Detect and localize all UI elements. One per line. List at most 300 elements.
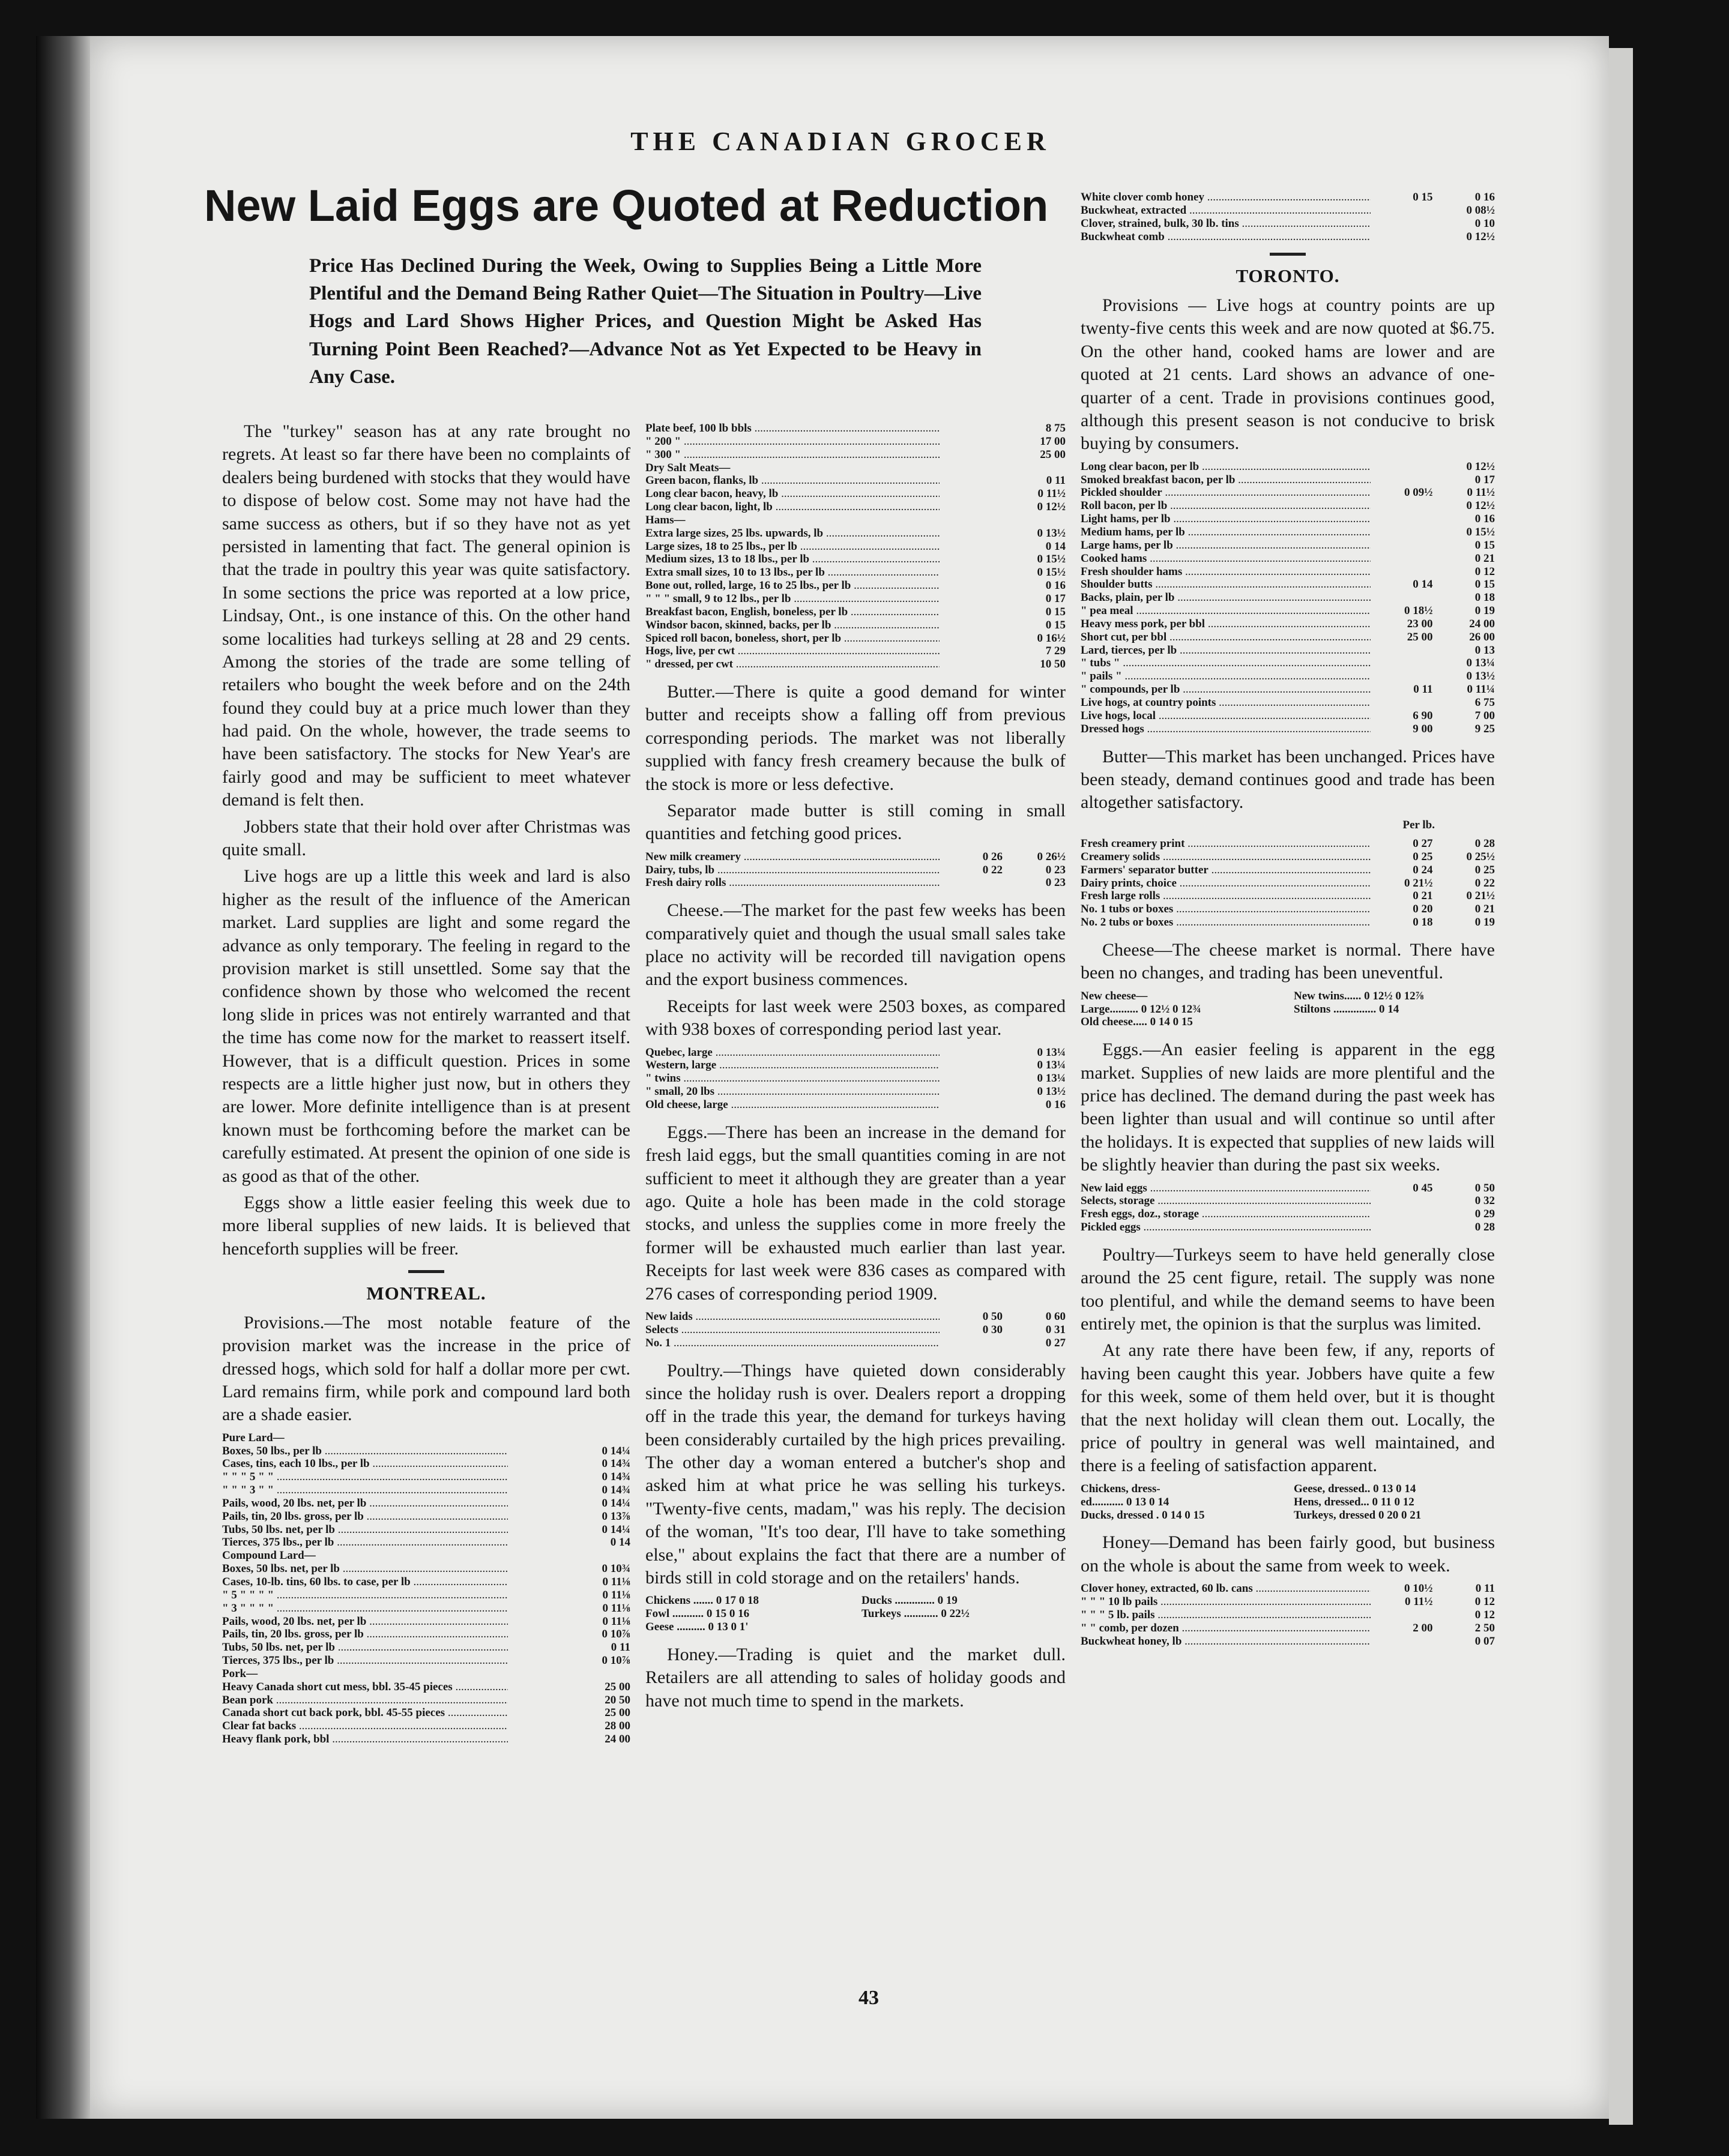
item-price: 7 29	[1045, 645, 1066, 658]
grid-cell: ed........... 0 13 0 14	[1081, 1495, 1169, 1508]
item-price	[508, 1471, 569, 1484]
item-price: 0 12½	[1466, 460, 1495, 473]
item-label: Large sizes, 18 to 25 lbs., per lb .....	[645, 540, 940, 553]
item-price: 0 31	[1045, 1323, 1066, 1336]
table-row	[1081, 709, 1495, 723]
item-price: 0 10½	[1404, 1582, 1433, 1595]
table-row	[1081, 851, 1495, 864]
item-price: 2 00	[1413, 1621, 1433, 1634]
item-price: 0 10	[1474, 217, 1495, 230]
item-label: Pork—	[222, 1667, 258, 1680]
table-row	[645, 876, 1066, 890]
item-label: Tierces, 375 lbs., per lb .....	[222, 1536, 508, 1549]
item-price	[508, 1576, 569, 1589]
item-price: 0 15	[1474, 538, 1495, 552]
item-price	[940, 1059, 1003, 1072]
item-price: 0 12	[1474, 565, 1495, 578]
item-label: Extra large sizes, 25 lbs. upwards, lb .....	[645, 527, 940, 540]
paragraph: Receipts for last week were 2503 boxes, as compared with 938 boxes of corresponding period last year.	[645, 996, 1066, 1040]
table-row	[645, 448, 1066, 462]
paragraph: Honey—Demand has been fairly good, but business on the whole is about the same from week to week.	[1081, 1532, 1495, 1576]
item-price: 0 14¼	[602, 1523, 630, 1536]
item-price: 0 16	[1045, 1098, 1066, 1112]
item-price	[1371, 1208, 1433, 1221]
item-label: Buckwheat comb .....	[1081, 230, 1371, 244]
grid-cell: Old cheese..... 0 14 0 15	[1081, 1016, 1193, 1029]
item-price: 2 50	[1474, 1621, 1495, 1634]
item-price: 6 75	[1474, 696, 1495, 709]
item-price: 0 22	[1474, 876, 1495, 890]
table-row	[645, 1059, 1066, 1072]
table-row	[645, 1337, 1066, 1350]
item-price: 0 14	[610, 1536, 630, 1549]
item-label: Short cut, per bbl .....	[1081, 631, 1371, 644]
item-label: Compound Lard—	[222, 1549, 316, 1562]
item-price: 0 11⅛	[602, 1588, 630, 1601]
item-price	[508, 1589, 569, 1602]
item-label: New laid eggs .....	[1081, 1182, 1371, 1195]
section-heading-toronto: TORONTO.	[1236, 265, 1340, 287]
table-row	[645, 632, 1066, 645]
item-price: 0 26	[982, 850, 1003, 863]
price-table	[1081, 1582, 1495, 1648]
table-row	[1081, 499, 1495, 513]
item-label: Pails, tin, 20 lbs. gross, per lb .....	[222, 1628, 508, 1641]
table-row	[1081, 1208, 1495, 1221]
grid-cell: New cheese—	[1081, 989, 1148, 1002]
grid-cell: Hens, dressed... 0 11 0 12	[1294, 1495, 1414, 1508]
table-row	[1081, 683, 1495, 696]
table-row	[1081, 631, 1495, 644]
item-label: " 300 " .....	[645, 448, 940, 462]
item-price: 9 00	[1413, 722, 1433, 735]
table-row	[645, 462, 1066, 475]
table-row	[1081, 644, 1495, 657]
table-row	[1081, 539, 1495, 552]
item-price	[1371, 552, 1433, 565]
table-row	[1081, 1635, 1495, 1648]
item-label: Boxes, 50 lbs., per lb .....	[222, 1445, 508, 1458]
item-price: 0 60	[1045, 1310, 1066, 1323]
item-price: 0 10⅞	[602, 1628, 630, 1641]
item-label: Long clear bacon, light, lb .....	[645, 501, 940, 514]
item-price: 0 10⅞	[602, 1654, 630, 1667]
item-label: New laids .....	[645, 1310, 940, 1323]
item-label: Pails, wood, 20 lbs. net, per lb .....	[222, 1497, 508, 1510]
item-price	[508, 1562, 569, 1576]
item-price: 0 29	[1474, 1208, 1495, 1221]
item-price: 0 13½	[1037, 1085, 1066, 1098]
item-price: 0 18	[1413, 916, 1433, 929]
item-label: Heavy flank pork, bbl .....	[222, 1733, 508, 1746]
table-row	[645, 474, 1066, 487]
grid-cell: Fowl ........... 0 15 0 16	[645, 1607, 750, 1621]
item-price: 28 00	[605, 1720, 630, 1733]
table-row	[222, 1576, 630, 1589]
item-label: Spiced roll bacon, boneless, short, per lb .....	[645, 632, 940, 645]
item-price: 0 11⅛	[602, 1601, 630, 1615]
item-price: 0 27	[1413, 837, 1433, 850]
table-row	[1081, 460, 1495, 474]
grid-cell: New twins...... 0 12½ 0 12⅞	[1294, 989, 1424, 1002]
item-label: No. 1 tubs or boxes .....	[1081, 903, 1371, 916]
price-table	[1081, 1182, 1495, 1234]
table-row	[645, 501, 1066, 514]
grid-cell: Large.......... 0 12½ 0 12¾	[1081, 1002, 1201, 1016]
table-row	[645, 592, 1066, 606]
grid-cell: Geese .......... 0 13 0 1'	[645, 1621, 749, 1634]
item-price: 0 17	[1474, 473, 1495, 486]
item-price	[508, 1484, 569, 1497]
item-price: 0 11⅛	[602, 1575, 630, 1588]
item-label: " pails " .....	[1081, 670, 1371, 683]
item-price: 8 75	[1045, 422, 1066, 435]
table-row	[1081, 903, 1495, 916]
item-price	[940, 566, 1003, 579]
table-row	[1081, 526, 1495, 539]
grid-cell: Geese, dressed.. 0 13 0 14	[1294, 1482, 1416, 1495]
table-row	[222, 1654, 630, 1667]
item-price: 0 11	[1413, 683, 1433, 696]
item-label: Bone out, rolled, large, 16 to 25 lbs., per lb .....	[645, 579, 940, 592]
item-price	[940, 1098, 1003, 1112]
item-price	[569, 1667, 630, 1681]
item-price	[1371, 670, 1433, 683]
column-1	[222, 420, 630, 1756]
item-price	[508, 1628, 569, 1641]
item-label: " twins .....	[645, 1072, 940, 1085]
item-price: 0 14	[1045, 540, 1066, 553]
column-2	[645, 417, 1066, 1716]
table-row	[645, 619, 1066, 632]
item-price: 0 13¼	[1037, 1072, 1066, 1085]
item-price: 0 21½	[1404, 876, 1433, 890]
item-price: 0 15	[1045, 605, 1066, 618]
item-price	[569, 1549, 630, 1562]
item-label: Long clear bacon, heavy, lb .....	[645, 487, 940, 501]
per-lb-label: Per lb.	[1402, 818, 1435, 831]
paragraph: Separator made butter is still coming in small quantities and fetching good prices.	[645, 800, 1066, 844]
item-price	[940, 448, 1003, 462]
item-label: " " " 3 " " .....	[222, 1484, 508, 1497]
table-row	[1081, 1221, 1495, 1234]
paragraph: Eggs show a little easier feeling this week due to more liberal supplies of new laids. It is believed that henceforth supplies will be freer.	[222, 1192, 630, 1259]
item-price: 0 11¼	[1467, 683, 1495, 696]
table-row	[645, 540, 1066, 553]
item-price	[940, 514, 1003, 527]
item-label: Heavy Canada short cut mess, bbl. 35-45 pieces .....	[222, 1681, 508, 1694]
item-price	[508, 1497, 569, 1510]
item-price: 0 16½	[1037, 631, 1066, 645]
item-price: 0 16	[1474, 513, 1495, 526]
item-label: Fresh shoulder hams .....	[1081, 565, 1371, 579]
item-price: 0 28	[1474, 837, 1495, 850]
item-price: 0 50	[982, 1310, 1003, 1323]
item-price: 0 21	[1413, 890, 1433, 903]
item-label: " small, 20 lbs .....	[645, 1085, 940, 1098]
paragraph: Jobbers state that their hold over after Christmas was quite small.	[222, 816, 630, 860]
item-price: 0 13¼	[1466, 657, 1495, 670]
item-price	[508, 1602, 569, 1615]
item-label: Quebec, large .....	[645, 1046, 940, 1059]
table-row	[645, 579, 1066, 592]
item-price: 0 16	[1474, 191, 1495, 203]
item-label: Tubs, 50 lbs. net, per lb .....	[222, 1523, 508, 1537]
price-table	[1081, 837, 1495, 929]
table-row	[1081, 670, 1495, 683]
price-grid	[645, 1594, 1066, 1634]
item-price: 25 00	[605, 1680, 630, 1693]
table-row	[1081, 1622, 1495, 1635]
item-price: 0 15½	[1466, 526, 1495, 538]
item-label: Dressed hogs .....	[1081, 723, 1371, 736]
item-price	[940, 619, 1003, 632]
table-row	[222, 1615, 630, 1628]
table-row	[222, 1733, 630, 1746]
item-price: 0 11	[611, 1641, 630, 1654]
item-label: Fresh creamery print .....	[1081, 837, 1371, 851]
table-row	[645, 1098, 1066, 1112]
item-price: 0 22	[982, 863, 1003, 876]
table-row	[645, 487, 1066, 501]
table-row	[1081, 578, 1495, 591]
table-row	[222, 1720, 630, 1733]
table-row	[645, 658, 1066, 671]
item-price	[1371, 1635, 1433, 1648]
table-row	[222, 1523, 630, 1537]
paragraph: Cheese—The cheese market is normal. There have been no changes, and trading has been uneventful.	[1081, 939, 1495, 983]
table-row	[222, 1681, 630, 1694]
table-row	[645, 527, 1066, 540]
table-row	[1081, 696, 1495, 709]
grid-cell: Chickens, dress-	[1081, 1482, 1160, 1495]
grid-cell: Turkeys, dressed 0 20 0 21	[1294, 1508, 1422, 1522]
table-row	[1081, 513, 1495, 526]
item-price: 0 14¾	[602, 1484, 630, 1497]
item-price: 7 00	[1474, 709, 1495, 722]
item-label: Heavy mess pork, per bbl .....	[1081, 618, 1371, 631]
table-row	[222, 1484, 630, 1497]
item-label: Creamery solids .....	[1081, 851, 1371, 864]
item-price	[508, 1432, 569, 1445]
item-label: " " " 5 lb. pails .....	[1081, 1609, 1371, 1622]
item-label: Boxes, 50 lbs. net, per lb .....	[222, 1562, 508, 1576]
item-price	[940, 501, 1003, 514]
item-price	[569, 1432, 630, 1445]
table-row	[222, 1694, 630, 1707]
paragraph: Butter.—There is quite a good demand for winter butter and receipts show a falling off from previous corresponding periods. The market was not liberally supplied with fancy fresh creamery because the bulk of the stock is more or less defective.	[645, 682, 1066, 794]
item-price	[1371, 460, 1433, 474]
item-price: 10 50	[1040, 658, 1066, 671]
item-price	[508, 1457, 569, 1471]
item-price	[940, 474, 1003, 487]
page-edge	[1609, 48, 1633, 2125]
price-table	[645, 851, 1066, 890]
item-label: Live hogs, local .....	[1081, 709, 1371, 723]
paragraph: Poultry—Turkeys seem to have held generally close around the 25 cent figure, retail. The supply was none too plentiful, and while the demand seems to have been entirely met, the opinion is that the surplus was limited.	[1081, 1244, 1495, 1334]
item-price: 0 13¼	[1037, 1059, 1066, 1072]
item-price	[508, 1641, 569, 1654]
table-row	[222, 1667, 630, 1681]
item-label: Windsor bacon, skinned, backs, per lb .....	[645, 619, 940, 632]
item-price: 0 32	[1474, 1194, 1495, 1208]
item-price	[508, 1720, 569, 1733]
item-price: 0 16	[1045, 579, 1066, 592]
item-price: 0 27	[1045, 1336, 1066, 1349]
item-price	[508, 1694, 569, 1707]
table-row	[1081, 565, 1495, 579]
table-row	[645, 645, 1066, 658]
table-row	[1081, 877, 1495, 890]
table-row	[1081, 1595, 1495, 1609]
paragraph: The "turkey" season has at any rate brought no regrets. At least so far there have been no complaints of dealers being burdened with stocks that they would have to dispose of below cost. Some may not have had the same success as others, but if so they have not as yet persisted in lamenting that fact. The general opinion is that the trade in poultry this year was quite satisfactory. In some sections the price was reported at a low price, Lindsay, Ont., is one instance of this. On the other hand some localities had turkeys selling at 28 and 29 cents. Among the stories of the trade are some telling of retailers who bought the week before and on the 24th found they could buy at a price much lower than they had paid. On the whole, however, the trade seems to have been satisfactory. The stocks for New Year's are fairly good and may be sufficient to meet whatever demand is felt then.	[222, 421, 630, 810]
item-price: 0 14	[1413, 578, 1433, 591]
item-price: 0 23	[1045, 876, 1066, 890]
item-price	[940, 462, 1003, 475]
paragraph: Butter—This market has been unchanged. Prices have been steady, demand continues good and trade has been altogether satisfactory.	[1081, 746, 1495, 813]
item-price	[940, 606, 1003, 619]
item-price: 0 13⅞	[602, 1510, 630, 1523]
item-price: 0 50	[1474, 1181, 1495, 1194]
table-row	[222, 1445, 630, 1458]
item-price: 0 14¾	[602, 1457, 630, 1471]
item-price: 17 00	[1040, 435, 1066, 448]
item-price: 0 13½	[1037, 526, 1066, 540]
table-row	[1081, 486, 1495, 499]
item-label: Tierces, 375 lbs., per lb .....	[222, 1654, 508, 1667]
table-row	[1081, 723, 1495, 736]
item-label: No. 1 .....	[645, 1337, 940, 1350]
item-label: Selects .....	[645, 1323, 940, 1337]
item-price	[1371, 539, 1433, 552]
table-row	[1081, 474, 1495, 487]
item-price	[1371, 499, 1433, 513]
item-label: Pickled eggs .....	[1081, 1221, 1371, 1234]
item-price: 25 00	[605, 1706, 630, 1720]
table-row	[1081, 1609, 1495, 1622]
table-row	[222, 1589, 630, 1602]
item-price: 0 19	[1474, 604, 1495, 618]
table-row	[645, 422, 1066, 435]
item-price: 0 15	[1474, 578, 1495, 591]
table-row	[1081, 657, 1495, 670]
table-row	[1081, 1182, 1495, 1195]
item-label: " " " small, 9 to 12 lbs., per lb .....	[645, 592, 940, 606]
item-price	[1371, 217, 1433, 230]
item-price: 0 08½	[1466, 203, 1495, 217]
item-price	[1371, 526, 1433, 539]
item-label: Roll bacon, per lb .....	[1081, 499, 1371, 513]
item-label: Dairy, tubs, lb .....	[645, 864, 940, 877]
item-price: 0 25	[1474, 863, 1495, 876]
paragraph: At any rate there have been few, if any, reports of having been caught this year. Jobbers have quite a few for this week, some of them held over, but it is thought that the next holiday will clean them out. Locally, the price of poultry in general was well maintained, and there is a feeling of satisfaction apparent.	[1081, 1340, 1495, 1476]
item-price	[1003, 462, 1066, 475]
table-row	[1081, 591, 1495, 604]
item-label: Clover, strained, bulk, 30 lb. tins .....	[1081, 217, 1371, 230]
item-label: Hams—	[645, 513, 686, 526]
item-price	[1371, 474, 1433, 487]
item-label: " compounds, per lb .....	[1081, 683, 1371, 696]
item-price	[1371, 657, 1433, 670]
item-price	[1371, 1194, 1433, 1208]
item-price: 0 14¼	[602, 1496, 630, 1510]
price-table	[645, 1046, 1066, 1112]
table-row	[222, 1641, 630, 1654]
table-row	[222, 1471, 630, 1484]
item-price	[940, 487, 1003, 501]
item-price	[508, 1667, 569, 1681]
item-price: 0 18	[1474, 591, 1495, 604]
item-label: Medium sizes, 13 to 18 lbs., per lb .....	[645, 553, 940, 566]
paragraph: Provisions — Live hogs at country points are up twenty-five cents this week and are now quoted at $6.75. On the other hand, cooked hams are lower and are quoted at 21 cents. Lard shows an advance of one-quarter of a cent. Trade in provisions continues good, although this present season is not conducive to brisk buying by consumers.	[1081, 295, 1495, 454]
table-row	[1081, 864, 1495, 877]
table-row	[1081, 618, 1495, 631]
table-row	[1081, 217, 1495, 230]
item-price: 0 20	[1413, 903, 1433, 916]
item-label: " tubs " .....	[1081, 657, 1371, 670]
item-label: Pure Lard—	[222, 1431, 285, 1444]
item-price	[940, 422, 1003, 435]
item-price: 0 23	[1045, 863, 1066, 876]
item-label: Extra small sizes, 10 to 13 lbs., per lb .....	[645, 566, 940, 579]
item-label: Fresh dairy rolls .....	[645, 876, 940, 890]
item-label: Western, large .....	[645, 1059, 940, 1072]
item-price	[1371, 696, 1433, 709]
item-price: 0 28	[1474, 1221, 1495, 1234]
item-label: Green bacon, flanks, lb .....	[645, 474, 940, 487]
table-row	[222, 1628, 630, 1641]
page-number: 43	[858, 1987, 879, 2009]
table-row	[645, 553, 1066, 566]
item-price: 0 11½	[1037, 487, 1066, 501]
table-row	[645, 851, 1066, 864]
table-row	[645, 1323, 1066, 1337]
masthead: THE CANADIAN GROCER	[630, 127, 1051, 156]
item-label: Light hams, per lb .....	[1081, 513, 1371, 526]
price-table	[1081, 191, 1495, 243]
item-price	[508, 1681, 569, 1694]
price-grid	[1081, 1483, 1495, 1522]
item-label: " 3 " " " " .....	[222, 1602, 508, 1615]
item-price	[508, 1706, 569, 1720]
item-label: Smoked breakfast bacon, per lb .....	[1081, 474, 1371, 487]
item-label: Dry Salt Meats—	[645, 461, 731, 474]
item-price	[1371, 591, 1433, 604]
section-rule	[408, 1270, 444, 1273]
item-price: 0 21	[1474, 903, 1495, 916]
item-price	[940, 553, 1003, 566]
item-label: New milk creamery .....	[645, 851, 940, 864]
grid-cell: Turkeys ............ 0 22½	[861, 1607, 970, 1621]
paragraph: Provisions.—The most notable feature of the provision market was the increase in the price of dressed hogs, which sold for half a dollar more per cwt. Lard remains firm, while pork and compound lard both are a shade easier.	[222, 1312, 630, 1425]
item-label: Cooked hams .....	[1081, 552, 1371, 565]
paragraph: Honey.—Trading is quiet and the market dull. Retailers are all attending to sales of holiday goods and have not much time to spend in the markets.	[645, 1644, 1066, 1711]
item-price: 0 18½	[1404, 604, 1433, 618]
item-price	[940, 1337, 1003, 1350]
table-row	[1081, 890, 1495, 903]
item-label: Long clear bacon, per lb .....	[1081, 460, 1371, 474]
item-price	[508, 1733, 569, 1746]
section-heading-montreal: MONTREAL.	[366, 1283, 486, 1304]
item-price	[940, 1046, 1003, 1059]
item-price: 0 25½	[1466, 850, 1495, 863]
item-price	[1371, 513, 1433, 526]
item-label: " pea meal .....	[1081, 604, 1371, 618]
item-price: 0 11½	[1405, 1595, 1433, 1608]
grid-cell: Chickens ....... 0 17 0 18	[645, 1594, 759, 1607]
item-price	[1371, 1609, 1433, 1622]
table-row	[1081, 552, 1495, 565]
